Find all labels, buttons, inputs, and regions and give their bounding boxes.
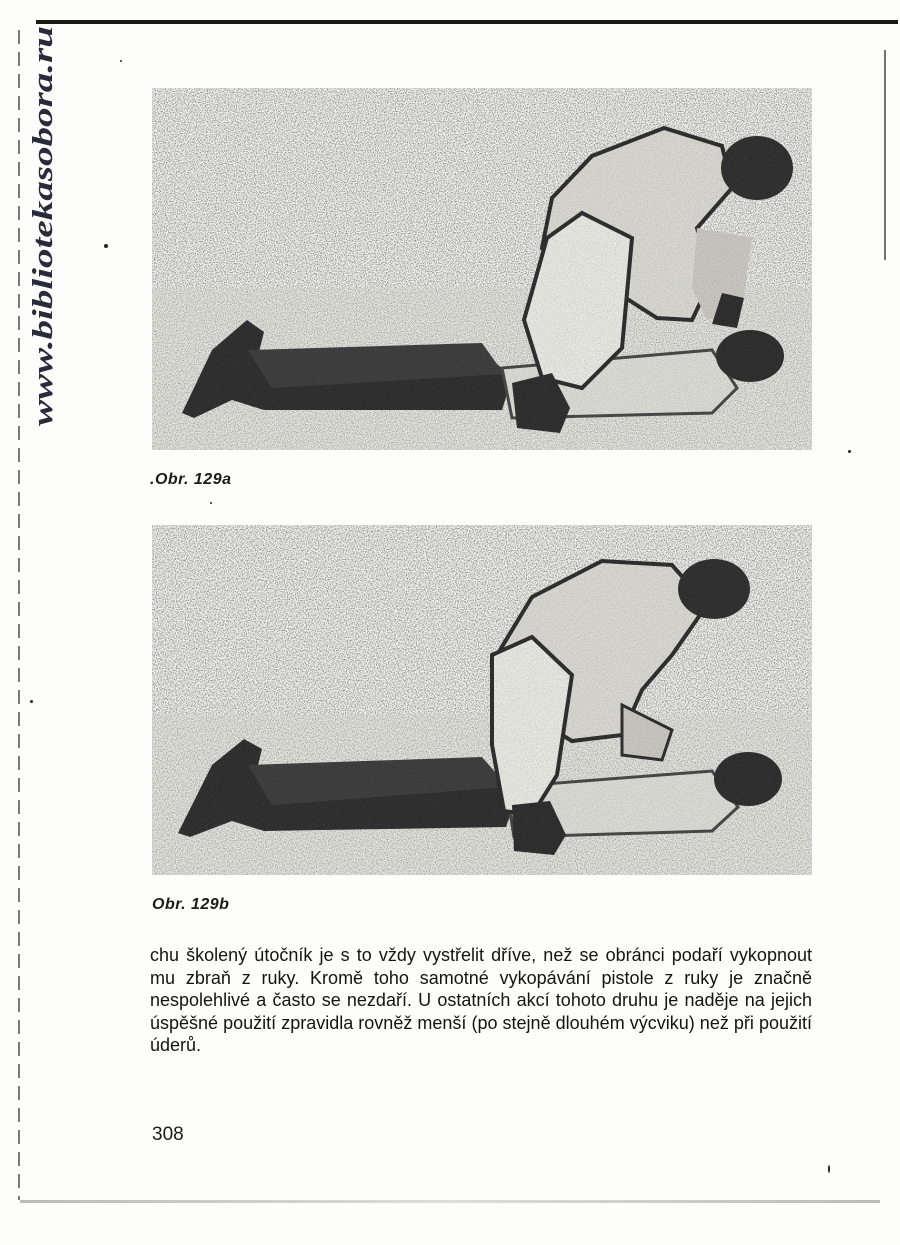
bottom-edge-rule	[20, 1200, 880, 1203]
photo-defender-kneeling-over-lying-man-icon	[152, 88, 812, 450]
scan-speck	[210, 502, 212, 504]
photo-defender-crouching-over-lying-man-icon	[152, 525, 812, 875]
scan-speck	[848, 450, 851, 453]
top-edge-rule	[36, 20, 898, 24]
watermark-text: www.bibliotekasobora.ru	[27, 128, 59, 426]
scan-speck	[30, 700, 33, 703]
body-paragraph: chu školený útočník je s to vždy vystřelit dříve, než se obránci podaří vykopnout mu zbraň z ruky. Kromě toho samotné vykopávání pistole z ruky je značně nespolehlivé a často se nezdaří. U ostatních akcí tohoto druhu je naděje na jejich úspěšné použití zpravidla rovněž menší (po stejně dlouhém výcviku) než při použití úderů.	[150, 945, 812, 1055]
watermark	[6, 18, 66, 428]
scan-speck	[828, 1165, 830, 1173]
figure-129a-photo	[152, 88, 812, 450]
figure-129b-caption: Obr. 129b	[152, 896, 230, 913]
right-edge-rule	[884, 50, 886, 260]
scan-speck	[120, 60, 122, 62]
figure-129a-caption: .Obr. 129a	[150, 471, 232, 488]
figure-129b-photo	[152, 525, 812, 875]
page-number: 308	[152, 1124, 184, 1145]
scan-speck	[104, 244, 108, 248]
